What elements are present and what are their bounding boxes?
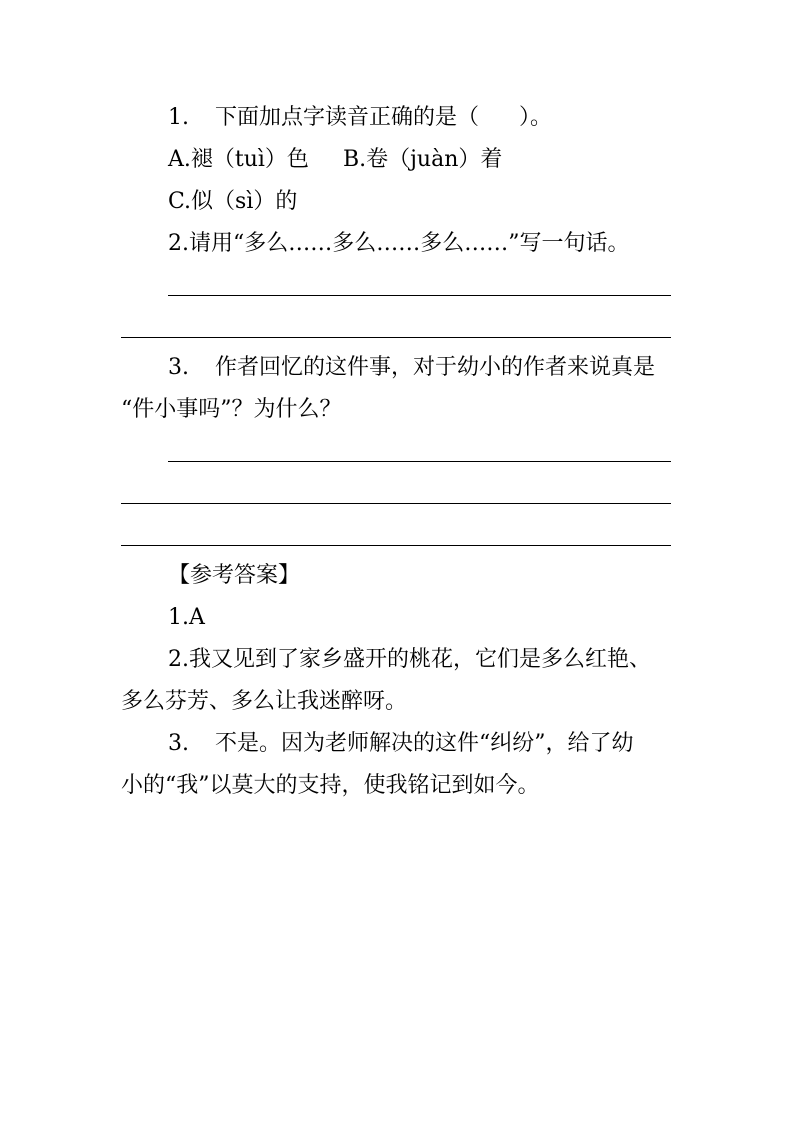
option-c: C.似（sì）的 xyxy=(168,189,298,214)
question-3-line-2 xyxy=(121,396,342,424)
answer-3-text-2: 小的“我”以莫大的支持，使我铭记到如今。 xyxy=(121,773,540,798)
answer-3-number: 3. xyxy=(168,731,189,756)
answer-3-line-1 xyxy=(168,730,634,758)
option-a: A.褪（tuì）色 xyxy=(168,147,309,172)
option-b: B.卷（juàn）着 xyxy=(342,147,503,172)
question-1 xyxy=(168,104,552,132)
answers-heading-text: 【参考答案】 xyxy=(168,563,301,588)
answer-line-q2-1 xyxy=(168,295,671,296)
question-2-text: 2.请用“多么……多么……多么……”写一句话。 xyxy=(168,231,630,256)
question-3-number: 3. xyxy=(168,355,189,380)
answers-heading xyxy=(168,562,300,590)
question-1-options-ab xyxy=(168,146,502,174)
answer-1 xyxy=(168,604,205,632)
answer-line-q3-1 xyxy=(168,461,671,462)
answer-2-text-2: 多么芬芳、多么让我迷醉呀。 xyxy=(121,689,408,714)
answer-1-text: 1.A xyxy=(168,605,205,630)
question-1-option-c-line xyxy=(168,188,297,216)
question-1-stem-after: ）。 xyxy=(519,105,553,130)
answer-3-text-1: 不是。因为老师解决的这件“纠纷”，给了幼 xyxy=(215,731,634,756)
answer-2-line-2 xyxy=(121,688,407,716)
question-1-number: 1. xyxy=(168,105,189,130)
answer-2-line-1 xyxy=(168,646,651,674)
question-2 xyxy=(168,230,630,258)
question-1-stem-before: 下面加点字读音正确的是（ xyxy=(215,105,480,130)
answer-line-q3-2 xyxy=(121,503,671,504)
question-3-text-1: 作者回忆的这件事，对于幼小的作者来说真是 xyxy=(215,355,656,380)
answer-line-q3-3 xyxy=(121,545,671,546)
question-3-line-1 xyxy=(168,354,655,382)
answer-line-q2-2 xyxy=(121,337,671,338)
answer-3-line-2 xyxy=(121,772,540,800)
question-3-text-2: “件小事吗”？为什么？ xyxy=(121,397,342,422)
answer-2-text-1: 2.我又见到了家乡盛开的桃花，它们是多么红艳、 xyxy=(168,647,651,672)
